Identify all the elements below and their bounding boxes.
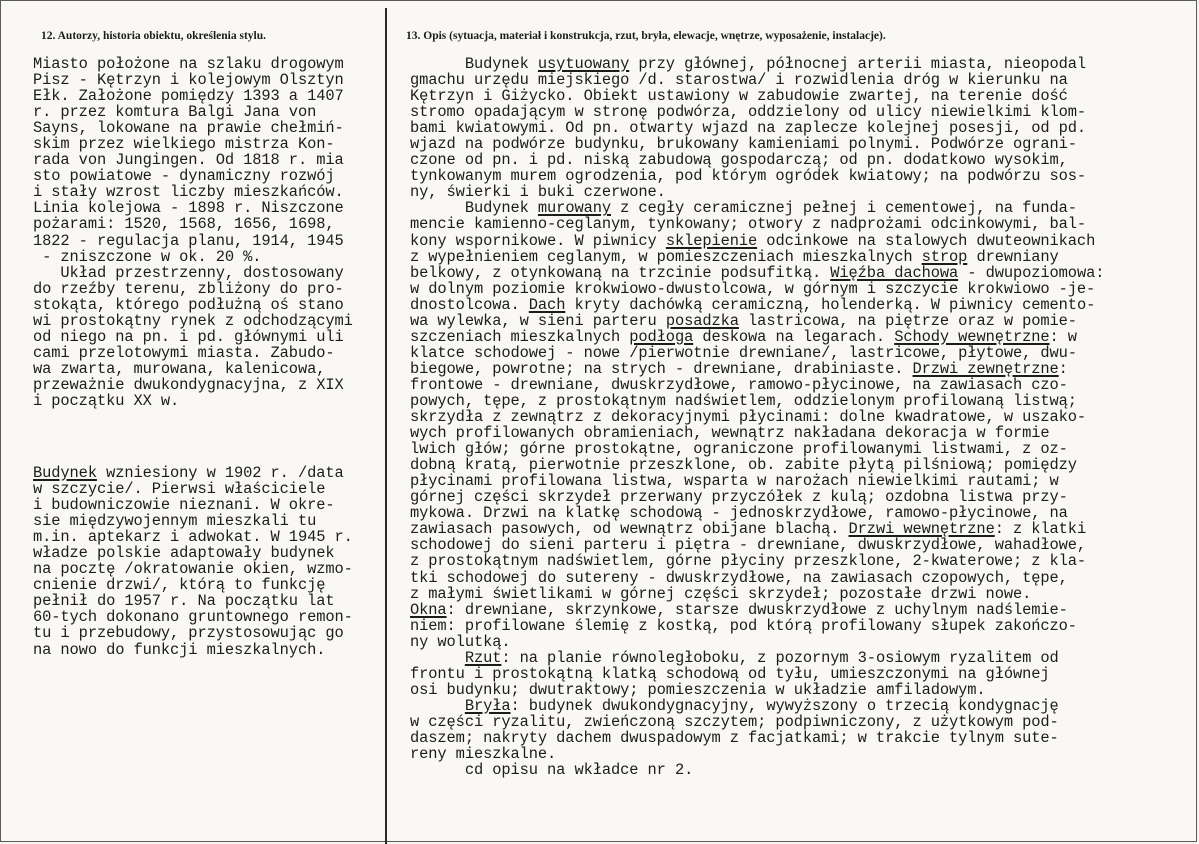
text-segment: przeważnie dwukondygnacyjna, z XIX	[33, 375, 344, 394]
text-line	[410, 297, 1104, 313]
text-line	[410, 489, 1104, 505]
text-line	[33, 361, 353, 377]
text-line	[33, 377, 353, 393]
text-line	[410, 56, 1104, 72]
text-line	[33, 545, 353, 561]
underlined-term: Dach	[528, 295, 566, 314]
text-segment: lastricowa, na piętrze oraz w pomie-	[738, 311, 1077, 330]
text-segment: Miasto położone na szlaku drogowym	[33, 55, 344, 73]
history-text	[33, 56, 353, 409]
text-line	[33, 249, 353, 265]
text-line	[33, 72, 353, 88]
text-line	[410, 650, 1104, 666]
text-line	[33, 642, 353, 658]
text-line	[33, 497, 353, 513]
text-segment: sie międzywojennym mieszkali tu	[33, 512, 317, 531]
text-line	[410, 393, 1104, 409]
text-segment: wi prostokątny rynek z odchodzącymi	[33, 311, 353, 330]
text-segment: drewniany	[967, 247, 1059, 266]
text-line	[410, 682, 1104, 698]
underlined-term: usytuowany	[537, 55, 630, 73]
text-segment: - dwupoziomowa:	[958, 263, 1105, 282]
text-line	[410, 666, 1104, 682]
text-segment: pożarami: 1520, 1568, 1656, 1698,	[33, 215, 335, 234]
text-line	[410, 88, 1104, 104]
text-segment: sto powiatowe - dynamiczny rozwój	[33, 167, 335, 186]
text-line	[410, 345, 1104, 361]
text-segment: Linia kolejowa - 1898 r. Niszczone	[33, 199, 344, 218]
text-line	[410, 457, 1104, 473]
text-line	[33, 561, 353, 577]
text-line	[33, 56, 353, 72]
text-line	[410, 537, 1104, 553]
underlined-term: posadzka	[665, 311, 739, 330]
text-line	[410, 473, 1104, 489]
text-line	[410, 505, 1104, 521]
text-segment: Budynek	[410, 55, 538, 73]
text-segment: wzniesiony w 1902 r. /data	[96, 464, 344, 482]
text-line	[33, 120, 353, 136]
text-segment: 1822 - regulacja planu, 1914, 1945	[33, 231, 344, 250]
text-line	[33, 593, 353, 609]
underlined-term: podłoga	[629, 327, 694, 346]
text-line	[410, 441, 1104, 457]
text-line	[410, 249, 1104, 265]
text-line	[410, 361, 1104, 377]
text-line	[33, 216, 353, 232]
text-line	[33, 313, 353, 329]
text-line	[33, 184, 353, 200]
text-segment: biegowe, powrotne; na strych - drewniane, drabiniaste.	[410, 359, 913, 378]
text-segment: z cegły ceramicznej pełnej i cementowej, na funda-	[611, 199, 1077, 218]
text-segment: m.in. aptekarz i adwokat. W 1945 r.	[33, 528, 353, 547]
text-segment: Układ przestrzenny, dostosowany	[33, 263, 344, 282]
text-line	[33, 529, 353, 545]
text-line	[410, 200, 1104, 216]
text-line	[33, 88, 353, 104]
text-segment: pełnił do 1957 r. Na początku lat	[33, 592, 335, 611]
text-line	[33, 465, 353, 481]
text-line	[33, 200, 353, 216]
text-line	[410, 698, 1104, 714]
text-segment: dnostolcowa.	[410, 295, 529, 314]
text-segment: stokąta, którego podłużną oś stano	[33, 295, 344, 314]
text-line	[33, 393, 353, 409]
text-segment: kryty dachówką ceramiczną, holenderką. W piwnicy cemento-	[565, 295, 1096, 314]
text-segment: Ełk. Założone pomiędzy 1393 a 1407	[33, 87, 344, 106]
text-segment: niem: profilowane ślemię z kostką, pod którą profilowany słupek zakończo-	[410, 616, 1077, 635]
text-segment: władze polskie adaptowały budynek	[33, 544, 335, 563]
text-segment: płycinami profilowana listwa, wsparta w narożach niewielkimi rautami; w	[410, 472, 1059, 491]
text-segment: :	[1058, 359, 1068, 378]
text-line	[410, 425, 1104, 441]
text-segment: - zniszczone w ok. 20 %.	[33, 247, 262, 266]
text-segment: rada von Jungingen. Od 1818 r. mia	[33, 151, 344, 170]
text-line	[410, 104, 1104, 120]
text-segment: na nowo do funkcji mieszkalnych.	[33, 640, 326, 659]
text-segment: i budowniczowie nieznani. W okre-	[33, 496, 335, 515]
text-line	[410, 265, 1104, 281]
text-line	[33, 265, 353, 281]
underlined-term: strop	[921, 247, 968, 266]
text-segment: cnienie drzwi/, którą to funkcję	[33, 576, 326, 595]
text-line	[33, 233, 353, 249]
text-segment: wa zwarta, murowana, kalenicowa,	[33, 359, 326, 378]
text-line	[33, 104, 353, 120]
text-segment: : z klatki	[994, 520, 1087, 539]
underlined-term: murowany	[537, 199, 611, 218]
text-segment: ny, świerki i buki czerwone.	[410, 183, 666, 202]
text-line	[410, 730, 1104, 746]
text-line	[410, 216, 1104, 232]
text-segment: tynkowanym murem ogrodzenia, pod którym ogródek kwiatowy; na podwórzu sos-	[410, 167, 1087, 186]
text-segment: z prostokątnym nadświetlem, górne płyciny przeszklone, 2-kwaterowe; z kla-	[410, 552, 1087, 571]
text-line	[410, 184, 1104, 200]
text-segment: skrzydła z zewnątrz z dekoracyjnymi płycinami: dolne kwadratowe, w uszako-	[410, 408, 1087, 427]
text-segment: tu i przebudowy, przystosowując go	[33, 624, 344, 643]
underlined-term: Bryła	[464, 696, 511, 715]
text-segment: wa wylewka, w sieni parteru	[410, 311, 666, 330]
underlined-term: Więźba dachowa	[830, 263, 959, 282]
text-segment: mencie kamienno-ceglanym, tynkowany; otwory z nadprożami odcinkowymi, bal-	[410, 215, 1087, 234]
text-line	[410, 762, 1104, 778]
text-line	[33, 168, 353, 184]
text-line	[410, 618, 1104, 634]
text-line	[410, 634, 1104, 650]
text-line	[33, 152, 353, 168]
text-segment: frontu i prostokątną klatką schodową od tyłu, umieszczonymi na głównej	[410, 664, 1050, 683]
text-segment: : budynek dwukondygnacyjny, wywyższony o trzecią kondygnację	[510, 696, 1059, 715]
text-segment: dobną kratą, pierwotnie przeszklone, ob. zabite płytą pilśniową; pomiędzy	[410, 456, 1077, 475]
text-line	[33, 625, 353, 641]
text-line	[410, 553, 1104, 569]
section-12-header: 12. Autorzy, historia obiektu, określenia stylu.	[41, 30, 267, 42]
text-segment: wjazd na podwórze budynku, brukowany kamieniami polnymi. Podwórze ograni-	[410, 135, 1077, 154]
text-segment: daszem; nakryty dachem dwuspadowym z facjatkami; w trakcie tylnym sute-	[410, 728, 1059, 747]
text-line	[33, 281, 353, 297]
text-line	[410, 746, 1104, 762]
text-line	[410, 72, 1104, 88]
text-line	[33, 609, 353, 625]
text-segment: w dolnym poziomie krokwiowo-dwustolcowa, w górnym i szczycie krokwiowo -je-	[410, 279, 1096, 298]
text-segment: Kętrzyn i Giżycko. Obiekt ustawiony w zabudowie zwartej, na terenie dość	[410, 87, 1068, 106]
text-segment: reny mieszkalne.	[410, 745, 557, 764]
text-segment: z wypełnieniem ceglanym, w pomieszczeniach mieszkalnych	[410, 247, 922, 266]
text-segment: : na planie równoległoboku, z pozornym 3-osiowym ryzalitem od	[501, 648, 1059, 667]
building-history-text	[33, 465, 353, 658]
text-line	[33, 481, 353, 497]
text-line	[410, 281, 1104, 297]
text-segment: Budynek	[410, 199, 538, 218]
underlined-term: Rzut	[464, 648, 502, 667]
text-segment: górnej części skrzydeł przerwany przyczółek z kulą; ozdobna listwa przy-	[410, 488, 1068, 507]
text-segment: szczeniach mieszkalnych	[410, 327, 630, 346]
text-segment: tki schodowej do sutereny - dwuskrzydłowe, na zawiasach czopowych, tępe,	[410, 568, 1068, 587]
text-line	[410, 329, 1104, 345]
text-segment: odcinkowe na stalowych dwuteownikach	[757, 231, 1096, 250]
underlined-term: sklepienie	[665, 231, 758, 250]
text-segment: bami kwiatowymi. Od pn. otwarty wjazd na zaplecze kolejnej posesji, od pd.	[410, 119, 1087, 138]
text-line	[33, 345, 353, 361]
text-segment: klatce schodowej - nowe /pierwotnie drewniane/, lastricowe, płytowe, dwu-	[410, 343, 1077, 362]
text-segment: lwich głów; górne prostokątne, ograniczone profilowanymi listwami, z oz-	[410, 440, 1068, 459]
text-segment: od niego na pn. i pd. głównymi uli	[33, 327, 344, 346]
text-segment: stromo opadającym w stronę podwórza, oddzielony od ulicy niewielkimi klom-	[410, 103, 1087, 122]
text-line	[410, 120, 1104, 136]
text-line	[410, 570, 1104, 586]
text-segment: mykowa. Drzwi na klatkę schodową - jednoskrzydłowe, ramowo-płycinowe, na	[410, 504, 1068, 523]
text-line	[33, 513, 353, 529]
text-line	[410, 602, 1104, 618]
text-segment: cami przelotowymi miasta. Zabudo-	[33, 343, 335, 362]
text-segment: : drewniane, skrzynkowe, starsze dwuskrzydłowe z uchylnym nadślemie-	[446, 600, 1068, 619]
text-segment: skim przez wielkiego mistrza Kon-	[33, 135, 335, 154]
text-segment: do rzeźby terenu, zbliżony do pro-	[33, 279, 344, 298]
text-segment: : w	[1049, 327, 1077, 346]
text-line	[410, 377, 1104, 393]
text-line	[410, 152, 1104, 168]
text-segment: r. przez komtura Balgi Jana von	[33, 103, 317, 122]
text-line	[33, 136, 353, 152]
text-line	[410, 313, 1104, 329]
text-line	[410, 714, 1104, 730]
section-13-header: 13. Opis (sytuacja, materiał i konstrukcja, rzut, bryła, elewacje, wnętrze, wyposażenie, instalacje).	[406, 30, 886, 42]
text-segment: przy głównej, północnej arterii miasta, nieopodal	[629, 55, 1087, 73]
text-line	[33, 577, 353, 593]
text-segment: osi budynku; dwutraktowy; pomieszczenia w układzie amfiladowym.	[410, 680, 986, 699]
text-segment: w części ryzalitu, zwieńczoną szczytem; podpiwniczony, z użytkowym pod-	[410, 712, 1059, 731]
text-segment: kony wspornikowe. W piwnicy	[410, 231, 666, 250]
text-segment: Sayns, lokowane na prawie chełmiń-	[33, 119, 344, 138]
text-segment: 60-tych dokonano gruntownego remon-	[33, 608, 353, 627]
text-line	[410, 233, 1104, 249]
text-segment: powych, tępe, z prostokątnym nadświetlem, oddzielonym profilowaną listwą;	[410, 391, 1077, 410]
column-divider	[385, 8, 387, 844]
text-segment: i stały wzrost liczby mieszkańców.	[33, 183, 344, 202]
text-segment: schodowej do sieni parteru i piętra - drewniane, dwuskrzydłowe, wahadłowe,	[410, 536, 1087, 555]
text-segment: z małymi świetlikami w górnej części skrzydeł; pozostałe drzwi nowe.	[410, 584, 1032, 603]
text-line	[410, 168, 1104, 184]
underlined-term: Okna	[410, 600, 447, 619]
text-segment: deskowa na legarach.	[693, 327, 895, 346]
text-segment: zawiasach pasowych, od wewnątrz obijane blachą.	[410, 520, 849, 539]
description-text	[410, 56, 1104, 778]
text-segment: frontowe - drewniane, dwuskrzydłowe, ramowo-płycinowe, na zawiasach czo-	[410, 375, 1068, 394]
text-segment: i początku XX w.	[33, 391, 180, 410]
text-line	[410, 136, 1104, 152]
text-segment: czone od pn. i pd. niską zabudową gospodarczą; od pn. dodatkowo wysokim,	[410, 151, 1068, 170]
text-segment: w szczycie/. Pierwsi właściciele	[33, 480, 326, 499]
text-segment: cd opisu na wkładce nr 2.	[410, 761, 694, 780]
underlined-term: Drzwi wewnętrzne	[848, 520, 995, 539]
text-line	[410, 409, 1104, 425]
text-segment: gmachu urzędu miejskiego /d. starostwa/ i rozwidlenia dróg w kierunku na	[410, 71, 1068, 90]
text-line	[33, 297, 353, 313]
text-segment: belkowy, z otynkowaną na trzcinie podsufitką.	[410, 263, 831, 282]
underlined-term: Drzwi zewnętrzne	[912, 359, 1059, 378]
underlined-term: Schody wewnętrzne	[894, 327, 1050, 346]
text-segment: Pisz - Kętrzyn i kolejowym Olsztyn	[33, 71, 344, 90]
text-segment: ny wolutką.	[410, 632, 511, 651]
text-line	[410, 521, 1104, 537]
text-segment: wych profilowanych obramieniach, wewnątrz nakładana dekoracja w formie	[410, 424, 1050, 443]
underlined-term: Budynek	[33, 464, 97, 482]
text-segment: na pocztę /okratowanie okien, wzmo-	[33, 560, 353, 579]
text-line	[410, 586, 1104, 602]
text-line	[33, 329, 353, 345]
